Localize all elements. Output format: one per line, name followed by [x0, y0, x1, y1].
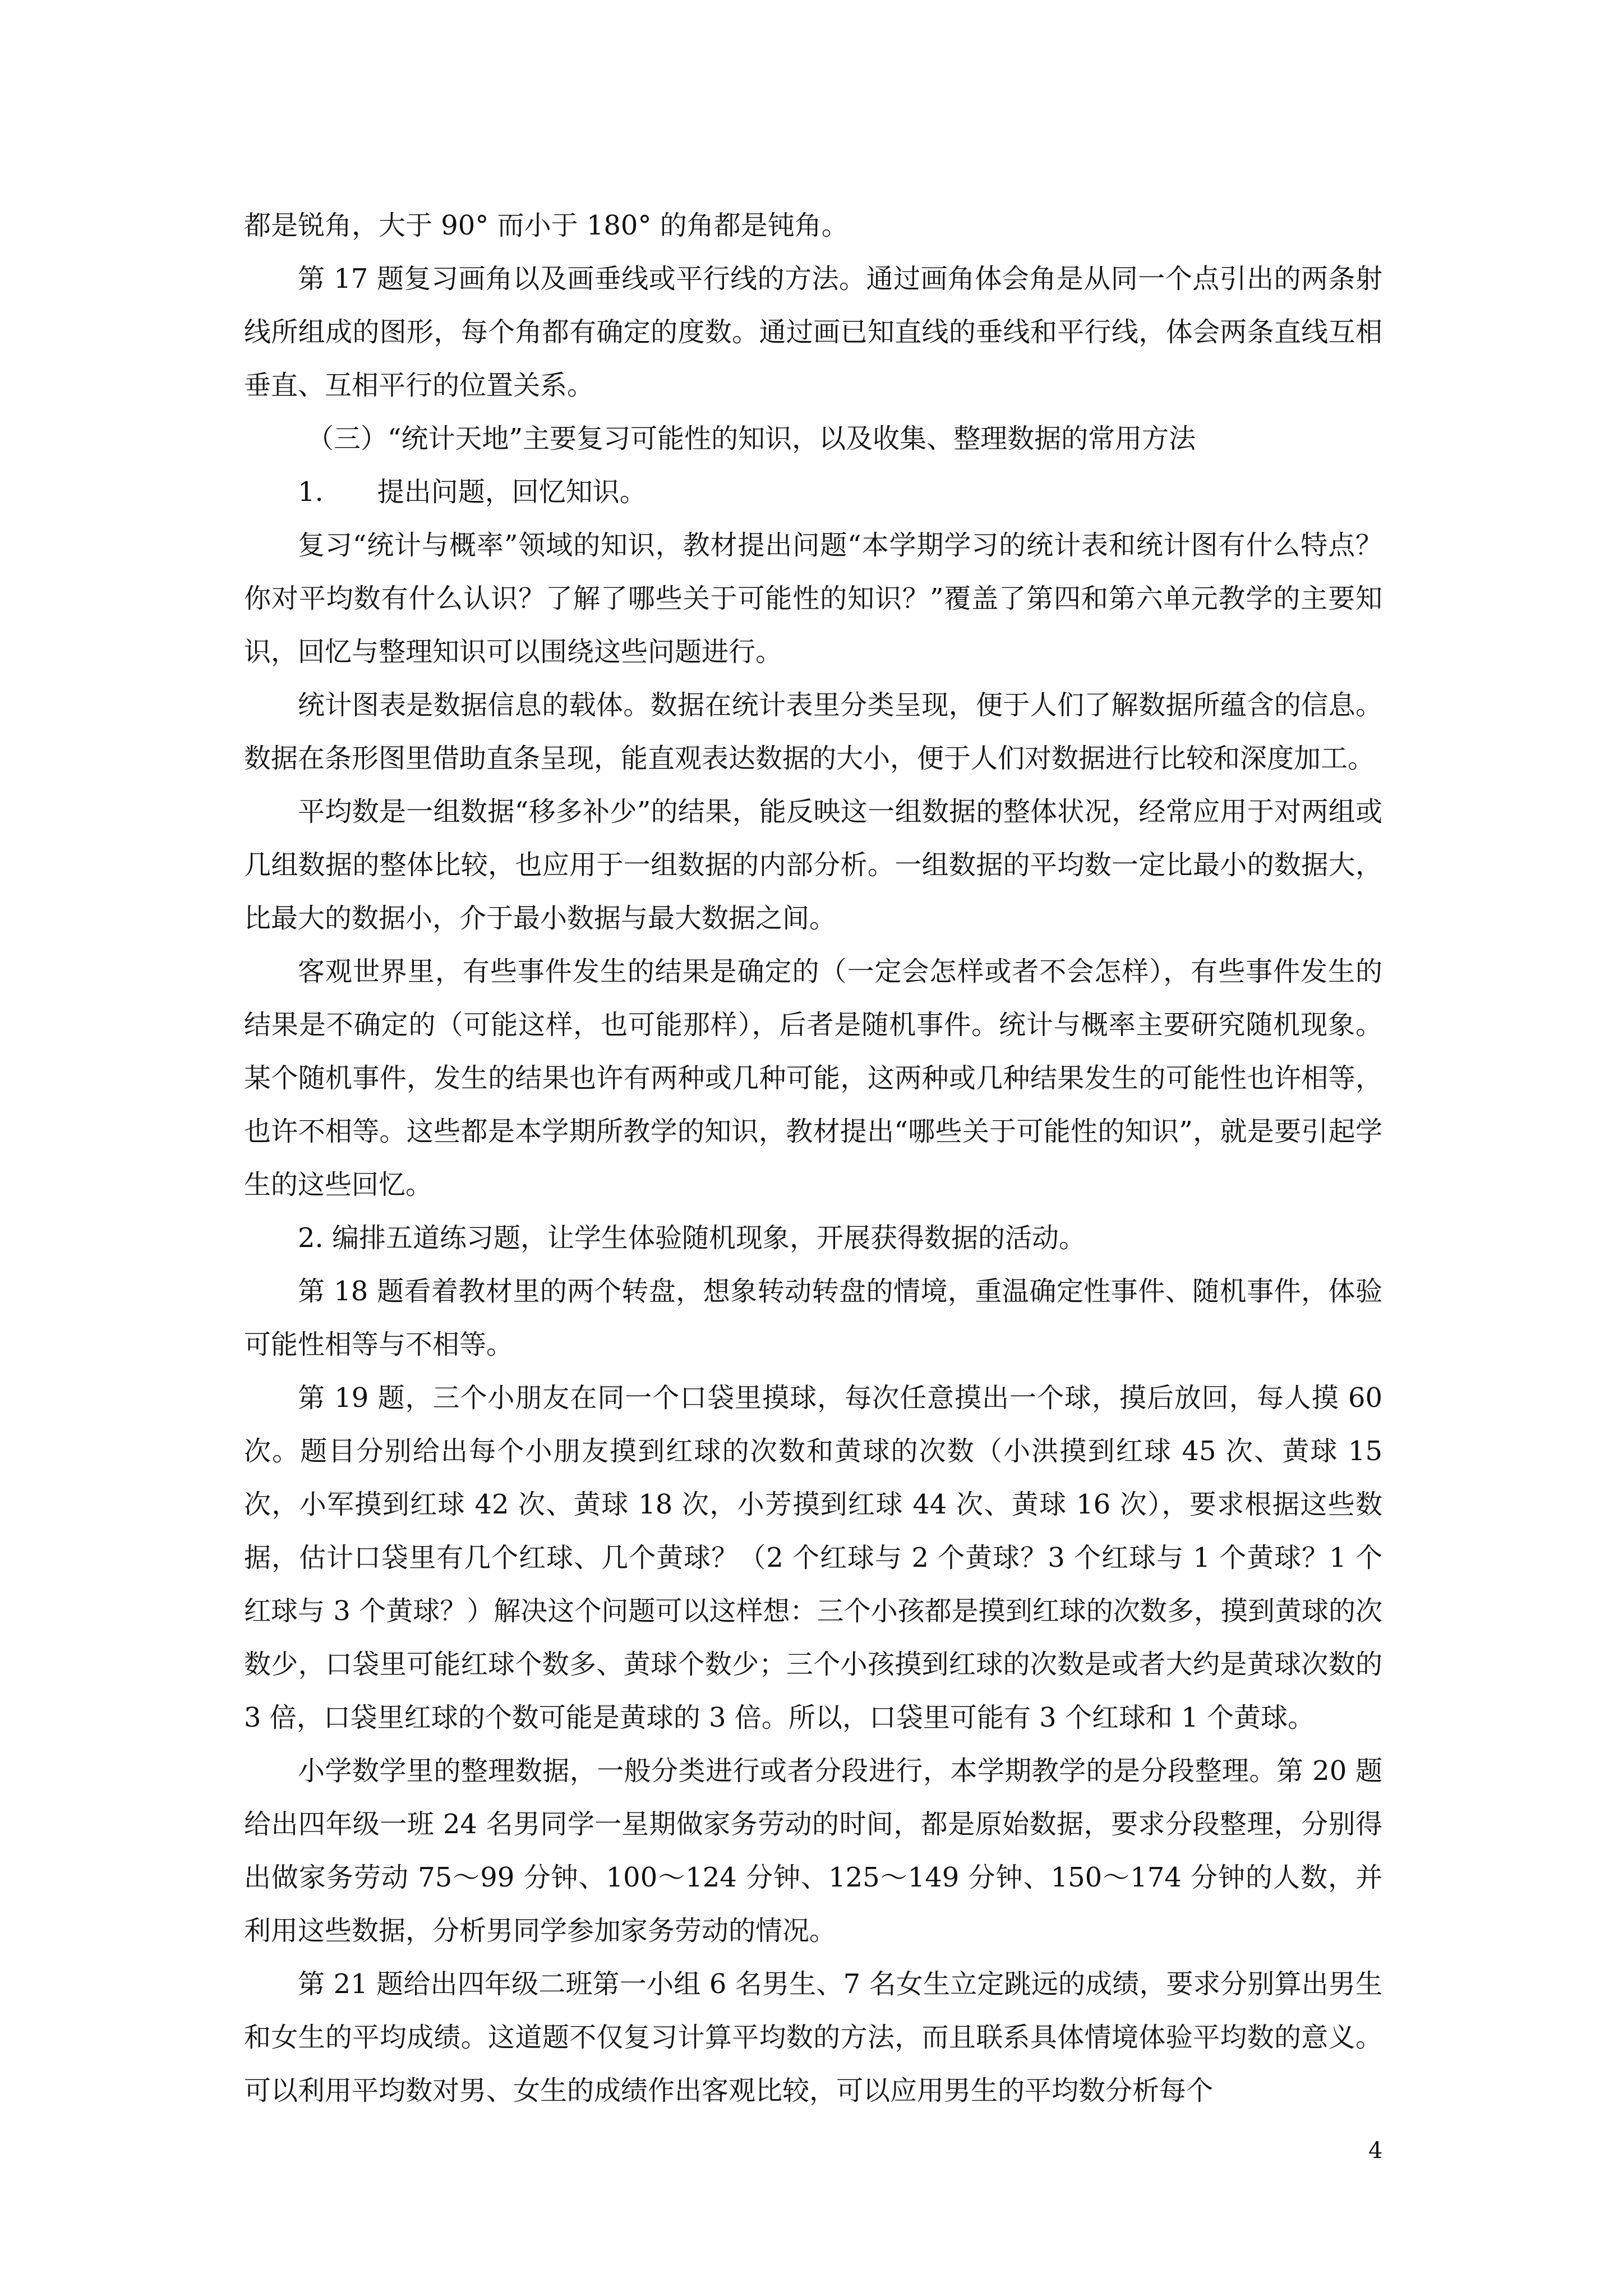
- paragraph-random-events: 客观世界里，有些事件发生的结果是确定的（一定会怎样或者不会怎样），有些事件发生的结果是不确定的（可能这样，也可能那样），后者是随机事件。统计与概率主要研究随机现象。某个随机事件，发生的结果也许有两种或几种可能，这两种或几种结果发生的可能性也许相等，也许不相等。这些都是本学期所教学的知识，教材提出“哪些关于可能性的知识”，就是要引起学生的这些回忆。: [244, 956, 1382, 1200]
- section-heading-statistics: （三）“统计天地”主要复习可能性的知识，以及收集、整理数据的常用方法: [307, 423, 1196, 454]
- paragraph-review-questions: 复习“统计与概率”领域的知识，教材提出问题“本学期学习的统计表和统计图有什么特点？你对平均数有什么认识？了解了哪些关于可能性的知识？”覆盖了第四和第六单元教学的主要知识，回忆与整理知识可以围绕这些问题进行。: [244, 530, 1382, 668]
- paragraph-q21: 第 21 题给出四年级二班第一小组 6 名男生、7 名女生立定跳远的成绩，要求分别算出男生和女生的平均成绩。这道题不仅复习计算平均数的方法，而且联系具体情境体验平均数的意义。可以利用平均数对男、女生的成绩作出客观比较，可以应用男生的平均数分析每个: [244, 1968, 1382, 2106]
- paragraph-charts: 统计图表是数据信息的载体。数据在统计表里分类呈现，便于人们了解数据所蕴含的信息。数据在条形图里借助直条呈现，能直观表达数据的大小，便于人们对数据进行比较和深度加工。: [244, 689, 1382, 774]
- paragraph-q19: 第 19 题，三个小朋友在同一个口袋里摸球，每次任意摸出一个球，摸后放回，每人摸 60 次。题目分别给出每个小朋友摸到红球的次数和黄球的次数（小洪摸到红球 45 次、黄球 15 次，小军摸到红球 42 次、黄球 18 次，小芳摸到红球 44 次、黄球 16 次），要求根据这些数据，估计口袋里有几个红球、几个黄球？（2 个红球与 2 个黄球？3 个红球与 1 个黄球？1 个红球与 3 个黄球？）解决这个问题可以这样想：三个小孩都是摸到红球的次数多，摸到黄球的次数少，口袋里可能红球个数多、黄球个数少；三个小孩摸到红球的次数是或者大约是黄球次数的 3 倍，口袋里红球的个数可能是黄球的 3 倍。所以，口袋里可能有 3 个红球和 1 个黄球。: [244, 1382, 1382, 1733]
- paragraph-q20: 小学数学里的整理数据，一般分类进行或者分段进行，本学期教学的是分段整理。第 20 题给出四年级一班 24 名男同学一星期做家务劳动的时间，都是原始数据，要求分段整理，分别得出做家务劳动 75～99 分钟、100～124 分钟、125～149 分钟、150～174 分钟的人数，并利用这些数据，分析男同学参加家务劳动的情况。: [244, 1755, 1382, 1947]
- page-number: 4: [1368, 2138, 1383, 2164]
- subheading-1: 1. 提出问题，回忆知识。: [298, 476, 647, 508]
- paragraph-continuation: 都是锐角，大于 90° 而小于 180° 的角都是钝角。: [244, 210, 849, 241]
- paragraph-q18: 第 18 题看着教材里的两个转盘，想象转动转盘的情境，重温确定性事件、随机事件，体验可能性相等与不相等。: [244, 1276, 1382, 1360]
- paragraph-q17: 第 17 题复习画角以及画垂线或平行线的方法。通过画角体会角是从同一个点引出的两条射线所组成的图形，每个角都有确定的度数。通过画已知直线的垂线和平行线，体会两条直线互相垂直、互相平行的位置关系。: [244, 263, 1382, 401]
- subheading-2: 2. 编排五道练习题，让学生体验随机现象，开展获得数据的活动。: [298, 1222, 1086, 1254]
- body-text: [244, 199, 1382, 2118]
- paragraph-average: 平均数是一组数据“移多补少”的结果，能反映这一组数据的整体状况，经常应用于对两组或几组数据的整体比较，也应用于一组数据的内部分析。一组数据的平均数一定比最小的数据大，比最大的数据小，介于最小数据与最大数据之间。: [244, 796, 1382, 934]
